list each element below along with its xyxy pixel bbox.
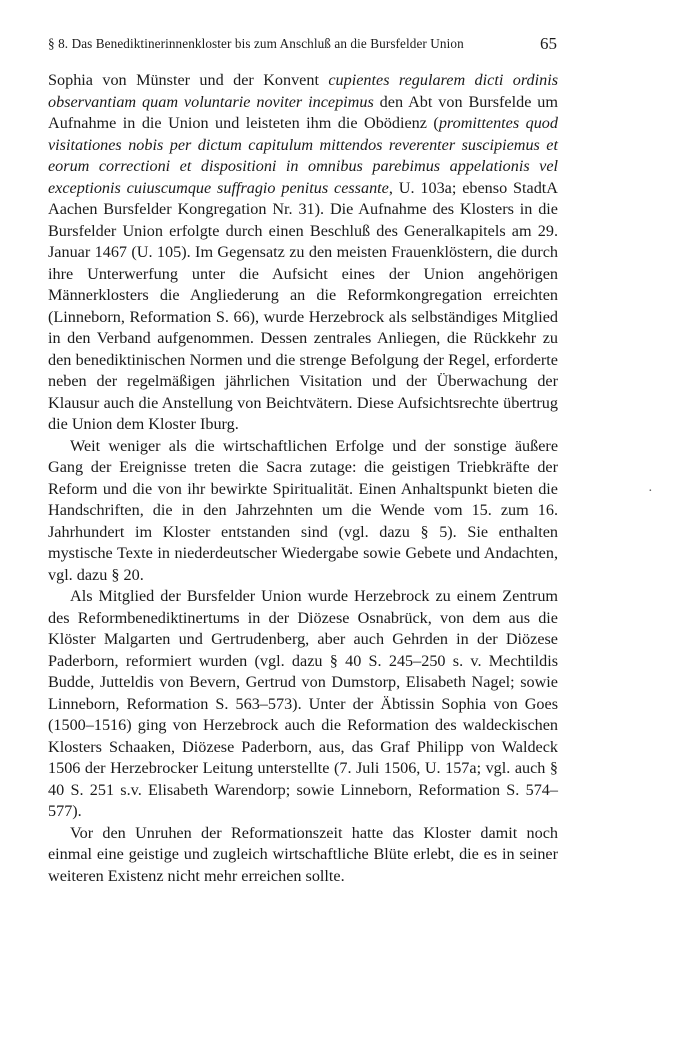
text-run: Als Mitglied der Bursfelder Union wurde Herzebrock zu einem Zentrum des Reformbenediktinertums in der Diözese Osnabrück, von dem aus die Klöster Malgarten und Gertrudenberg, aber auch Gehrden in der Diözese Paderborn, reformiert wurden (vgl. dazu § 40 S. 245–250 s. v. Mechtildis Budde, Jutteldis von Bevern, Gertrud von Dumstorp, Elisabeth Nagel; sowie Linneborn, Reformation S. 563–573). Unter der Äbtissin Sophia von Goes (1500–1516) ging von Herzebrock auch die Reformation des waldeckischen Klosters Schaaken, Diözese Paderborn, aus, das Graf Philipp von Waldeck 1506 der Herzebrocker Leitung unterstellte (7. Juli 1506, U. 157a; vgl. auch § 40 S. 251 s.v. Elisabeth Warendorp; sowie Linneborn, Reformation S. 574–577). [48,587,558,820]
body-text [48,70,558,887]
paragraph [48,70,558,436]
text-run: Weit weniger als die wirtschaftlichen Erfolge und der sonstige äußere Gang der Ereignisse treten die Sacra zutage: die geistigen Triebkräfte der Reform und die von ihr bewirkte Spiritualität. Einen Anhaltspunkt bieten die Handschriften, die in den Jahrzehnten um die Wende vom 15. zum 16. Jahrhundert im Kloster entstanden sind (vgl. dazu § 5). Sie enthalten mystische Texte in niederdeutscher Wiedergabe sowie Gebete und Andachten, vgl. dazu § 20. [48,436,558,584]
text-run: , U. 103a; ebenso StadtA Aachen Bursfelder Kongregation Nr. 31). Die Aufnahme des Klosters in die Bursfelder Union erfolgte durch einen Beschluß des Generalkapitels am 29. Januar 1467 (U. 105). Im Gegensatz zu den meisten Frauenklöstern, die durch ihre Unterwerfung unter die Aufsicht eines der Union angehörigen Männerklosters die Angliederung an die Reformkongregation erreichten (Linneborn, Reformation S. 66), wurde Herzebrock als selbständiges Mitglied in den Verband aufgenommen. Dessen zentrales Anliegen, die Rückkehr zu den benediktinischen Normen und die strenge Befolgung der Regel, erforderte neben der regelmäßigen jährlichen Visitation und der Überwachung der Klausur auch die Anstellung von Beichtvätern. Diese Aufsichtsrechte übertrug die Union dem Kloster Iburg. [48,178,558,433]
margin-mark: · [648,484,653,499]
text-run: Sophia von Münster und der Konvent [48,71,329,89]
running-head: § 8. Das Benediktinerinnenkloster bis zum Anschluß an die Bursfelder Union [48,36,464,51]
text-run: den Abt von Bursfelde um Aufnahme in die Union und leisteten ihm die Obödienz ( [48,92,558,132]
paragraph [48,436,558,587]
page-number: 65 [540,34,557,53]
paragraph [48,823,558,888]
paragraph [48,586,558,823]
latin-quotation: cupientes regularem dicti ordinis observantiam quam voluntarie noviter incepimus [48,71,558,111]
text-run: Vor den Unruhen der Reformationszeit hatte das Kloster damit noch einmal eine geistige und zugleich wirtschaftliche Blüte erlebt, die es in seiner weiteren Existenz nicht mehr erreichen sollte. [48,823,558,885]
latin-quotation: promittentes quod visitationes nobis per dictum capitulum mittendos reverenter suscipiemus et eorum correctioni et dispositioni in omnibus parebimus appelationis vel exceptionis cuiuscumque suffragio penitus cessante [48,114,558,197]
